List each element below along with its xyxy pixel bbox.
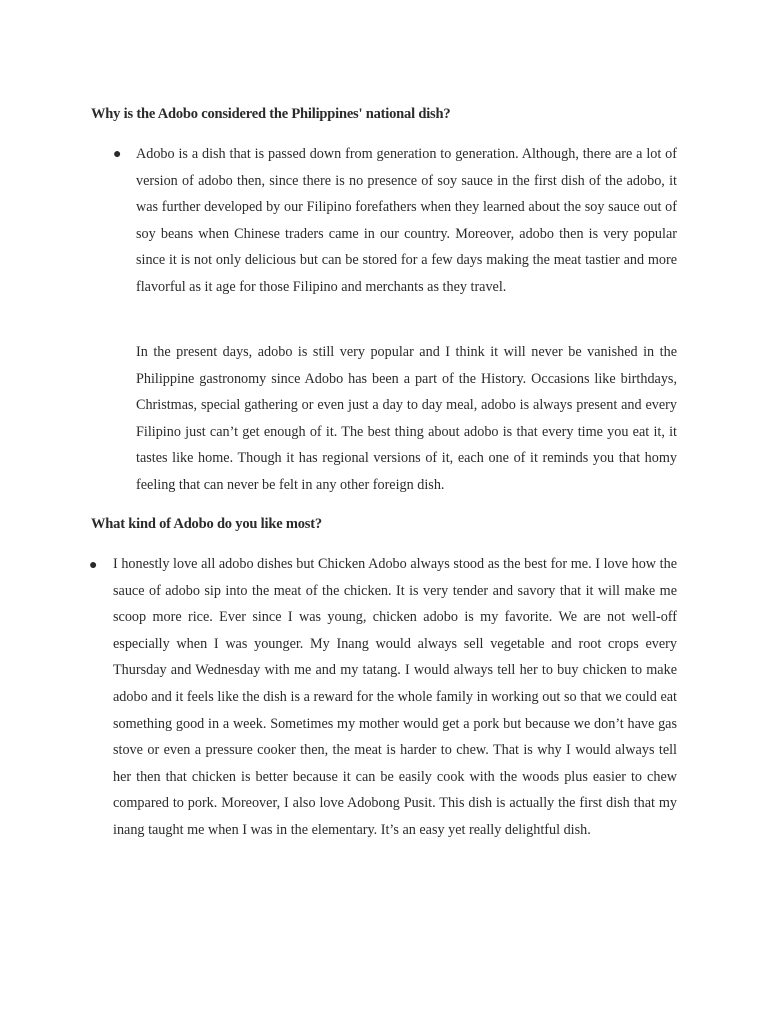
answer-paragraph-present-days: In the present days, adobo is still very popular and I think it will never be vanished in the Philippine gastronomy since Adobo has been a part of the History. Occasions like birthdays, Christmas, special gathering or even just a day to day meal, adobo is always present and every Filipino just can’t get enough of it. The best thing about adobo is that every time you eat it, it tastes like home. Though it has regional versions of it, each one of it reminds you that homy feeling that can never be felt in any other foreign dish. (136, 344, 677, 493)
bullet-point: ● (113, 147, 122, 162)
question-heading-national-dish: Why is the Adobo considered the Philippines' national dish? (91, 106, 451, 122)
question-heading-favorite-adobo: What kind of Adobo do you like most? (91, 516, 322, 532)
bullet-point: ● (89, 558, 98, 573)
answer-paragraph-chicken-adobo: I honestly love all adobo dishes but Chicken Adobo always stood as the best for me. I love how the sauce of adobo sip into the meat of the chicken. It is very tender and savory that it will make me scoop more rice. Ever since I was young, chicken adobo is my favorite. We are not well-off especially when I was younger. My Inang would always sell vegetable and root crops every Thursday and Wednesday with me and my tatang. I would always tell her to buy chicken to make adobo and it feels like the dish is a reward for the whole family in working out so that we could eat something good in a week. Sometimes my mother would get a pork but because we don’t have gas stove or even a pressure cooker then, the meat is harder to chew. That is why I would always tell her then that chicken is better because it can be easily cook with the woods plus easier to chew compared to pork. Moreover, I also love Adobong Pusit. This dish is actually the first dish that my inang taught me when I was in the elementary. It’s an easy yet really delightful dish. (113, 556, 677, 838)
answer-paragraph-history: Adobo is a dish that is passed down from generation to generation. Although, there are a lot of version of adobo then, since there is no presence of soy sauce in the first dish of the adobo, it was further developed by our Filipino forefathers when they learned about the soy sauce out of soy beans when Chinese traders came in our country. Moreover, adobo then is very popular since it is not only delicious but can be stored for a few days making the meat tastier and more flavorful as it age for those Filipino and merchants as they travel. (136, 146, 677, 295)
